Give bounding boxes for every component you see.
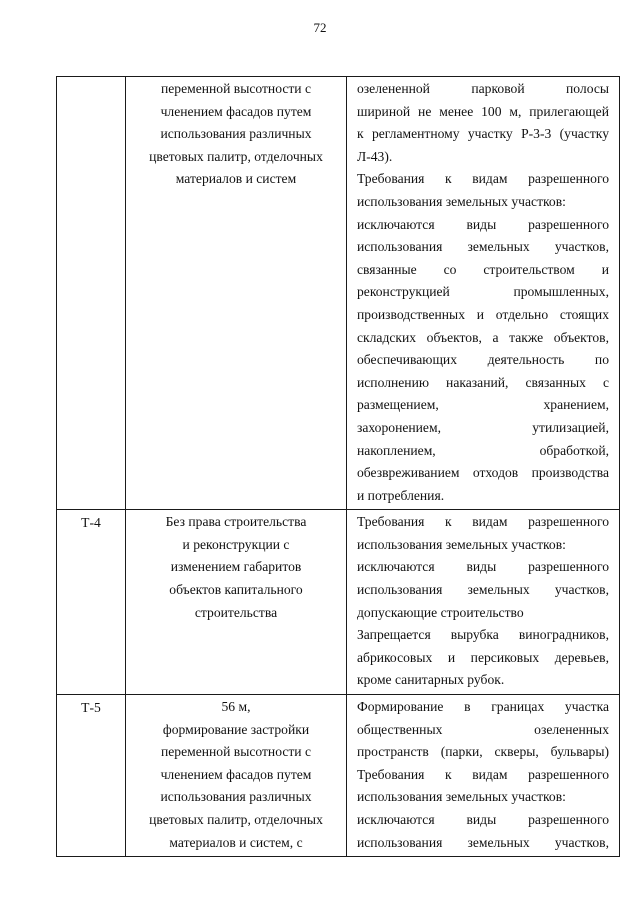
requirements-line: допускающие строительство — [357, 604, 524, 620]
parameters-line: переменной высотности с — [160, 744, 312, 760]
requirements-line: обезвреживанием отходов производства — [357, 465, 609, 481]
zone-code-cell — [57, 510, 126, 695]
requirements-line: шириной не менее 100 м, прилегающей — [357, 103, 609, 119]
zoning-requirements-table — [56, 76, 620, 857]
parameters-line: формирование застройки — [162, 721, 310, 737]
requirements-line: производственных и отдельно стоящих — [357, 306, 609, 322]
parameters-line: и реконструкции с — [182, 536, 290, 552]
requirements-line: Л-43). — [357, 148, 393, 164]
parameters-text — [126, 695, 346, 854]
requirements-line: исключаются виды разрешенного — [357, 216, 609, 232]
requirements-line: и потребления. — [357, 487, 445, 503]
parameters-line: Без права строительства — [165, 514, 307, 530]
requirements-line: Формирование в границах участка — [357, 699, 609, 715]
requirements-line: обеспечивающих деятельность по — [357, 352, 609, 368]
parameters-line: объектов капитального — [169, 582, 303, 598]
requirements-line: захоронением, утилизацией, — [357, 419, 609, 435]
parameters-cell — [126, 695, 347, 857]
requirements-text — [347, 695, 619, 856]
requirements-line: использования земельных участков: — [357, 193, 566, 209]
requirements-line: Требования к видам разрешенного — [357, 171, 609, 187]
requirements-line: пространств (парки, скверы, бульвары) — [357, 744, 609, 760]
parameters-text — [126, 77, 346, 191]
requirements-line: накоплением, обработкой, — [357, 442, 609, 458]
requirements-line: связанные со строительством и — [357, 261, 609, 277]
zone-code — [57, 77, 125, 79]
parameters-line: использования различных — [160, 789, 312, 805]
parameters-cell — [126, 510, 347, 695]
zone-code: Т-5 — [81, 700, 101, 716]
parameters-line: строительства — [194, 604, 278, 620]
zone-code-cell — [57, 695, 126, 857]
parameters-line: 56 м, — [221, 699, 251, 715]
parameters-line: членением фасадов путем — [160, 766, 312, 782]
zone-code-cell — [57, 77, 126, 510]
requirements-line: реконструкцией промышленных, — [357, 284, 609, 300]
requirements-line: исполнению наказаний, связанных с — [357, 374, 609, 390]
parameters-cell — [126, 77, 347, 510]
requirements-cell — [347, 695, 620, 857]
parameters-line: изменением габаритов — [170, 559, 302, 575]
parameters-line: членением фасадов путем — [160, 103, 312, 119]
requirements-line: размещением, хранением, — [357, 397, 609, 413]
parameters-line: использования различных — [160, 126, 312, 142]
requirements-line: использования земельных участков, — [357, 239, 609, 255]
zone-code: Т-4 — [81, 515, 101, 531]
requirements-line: Требования к видам разрешенного — [357, 514, 609, 530]
requirements-line: общественных озелененных — [357, 721, 609, 737]
requirements-text — [347, 510, 619, 694]
parameters-line: цветовых палитр, отделочных — [149, 148, 323, 164]
parameters-line: переменной высотности с — [160, 81, 312, 96]
requirements-line: к регламентному участку Р-3-3 (участку — [357, 126, 609, 142]
requirements-line: Запрещается вырубка виноградников, — [357, 627, 609, 643]
requirements-line: использования земельных участков: — [357, 789, 566, 805]
table-row — [57, 77, 620, 510]
requirements-line: использования земельных участков, — [357, 834, 609, 850]
requirements-line: озелененной парковой полосы — [357, 81, 609, 96]
requirements-line: использования земельных участков, — [357, 582, 609, 598]
requirements-line: исключаются виды разрешенного — [357, 812, 609, 827]
requirements-line: исключаются виды разрешенного — [357, 559, 609, 575]
parameters-text — [126, 510, 346, 624]
requirements-cell — [347, 77, 620, 510]
table-row — [57, 510, 620, 695]
requirements-line: складских объектов, а также объектов, — [357, 329, 609, 345]
requirements-cell — [347, 510, 620, 695]
requirements-line: кроме санитарных рубок. — [357, 672, 505, 688]
requirements-line: использования земельных участков: — [357, 536, 566, 552]
parameters-line: материалов и систем, с — [169, 834, 303, 850]
requirements-line: абрикосовых и персиковых деревьев, — [357, 649, 609, 665]
requirements-line: Требования к видам разрешенного — [357, 766, 609, 782]
requirements-text — [347, 77, 619, 509]
page-number: 72 — [313, 20, 327, 35]
parameters-line: цветовых палитр, отделочных — [149, 812, 323, 827]
parameters-line: материалов и систем — [175, 171, 297, 187]
table-row — [57, 695, 620, 857]
